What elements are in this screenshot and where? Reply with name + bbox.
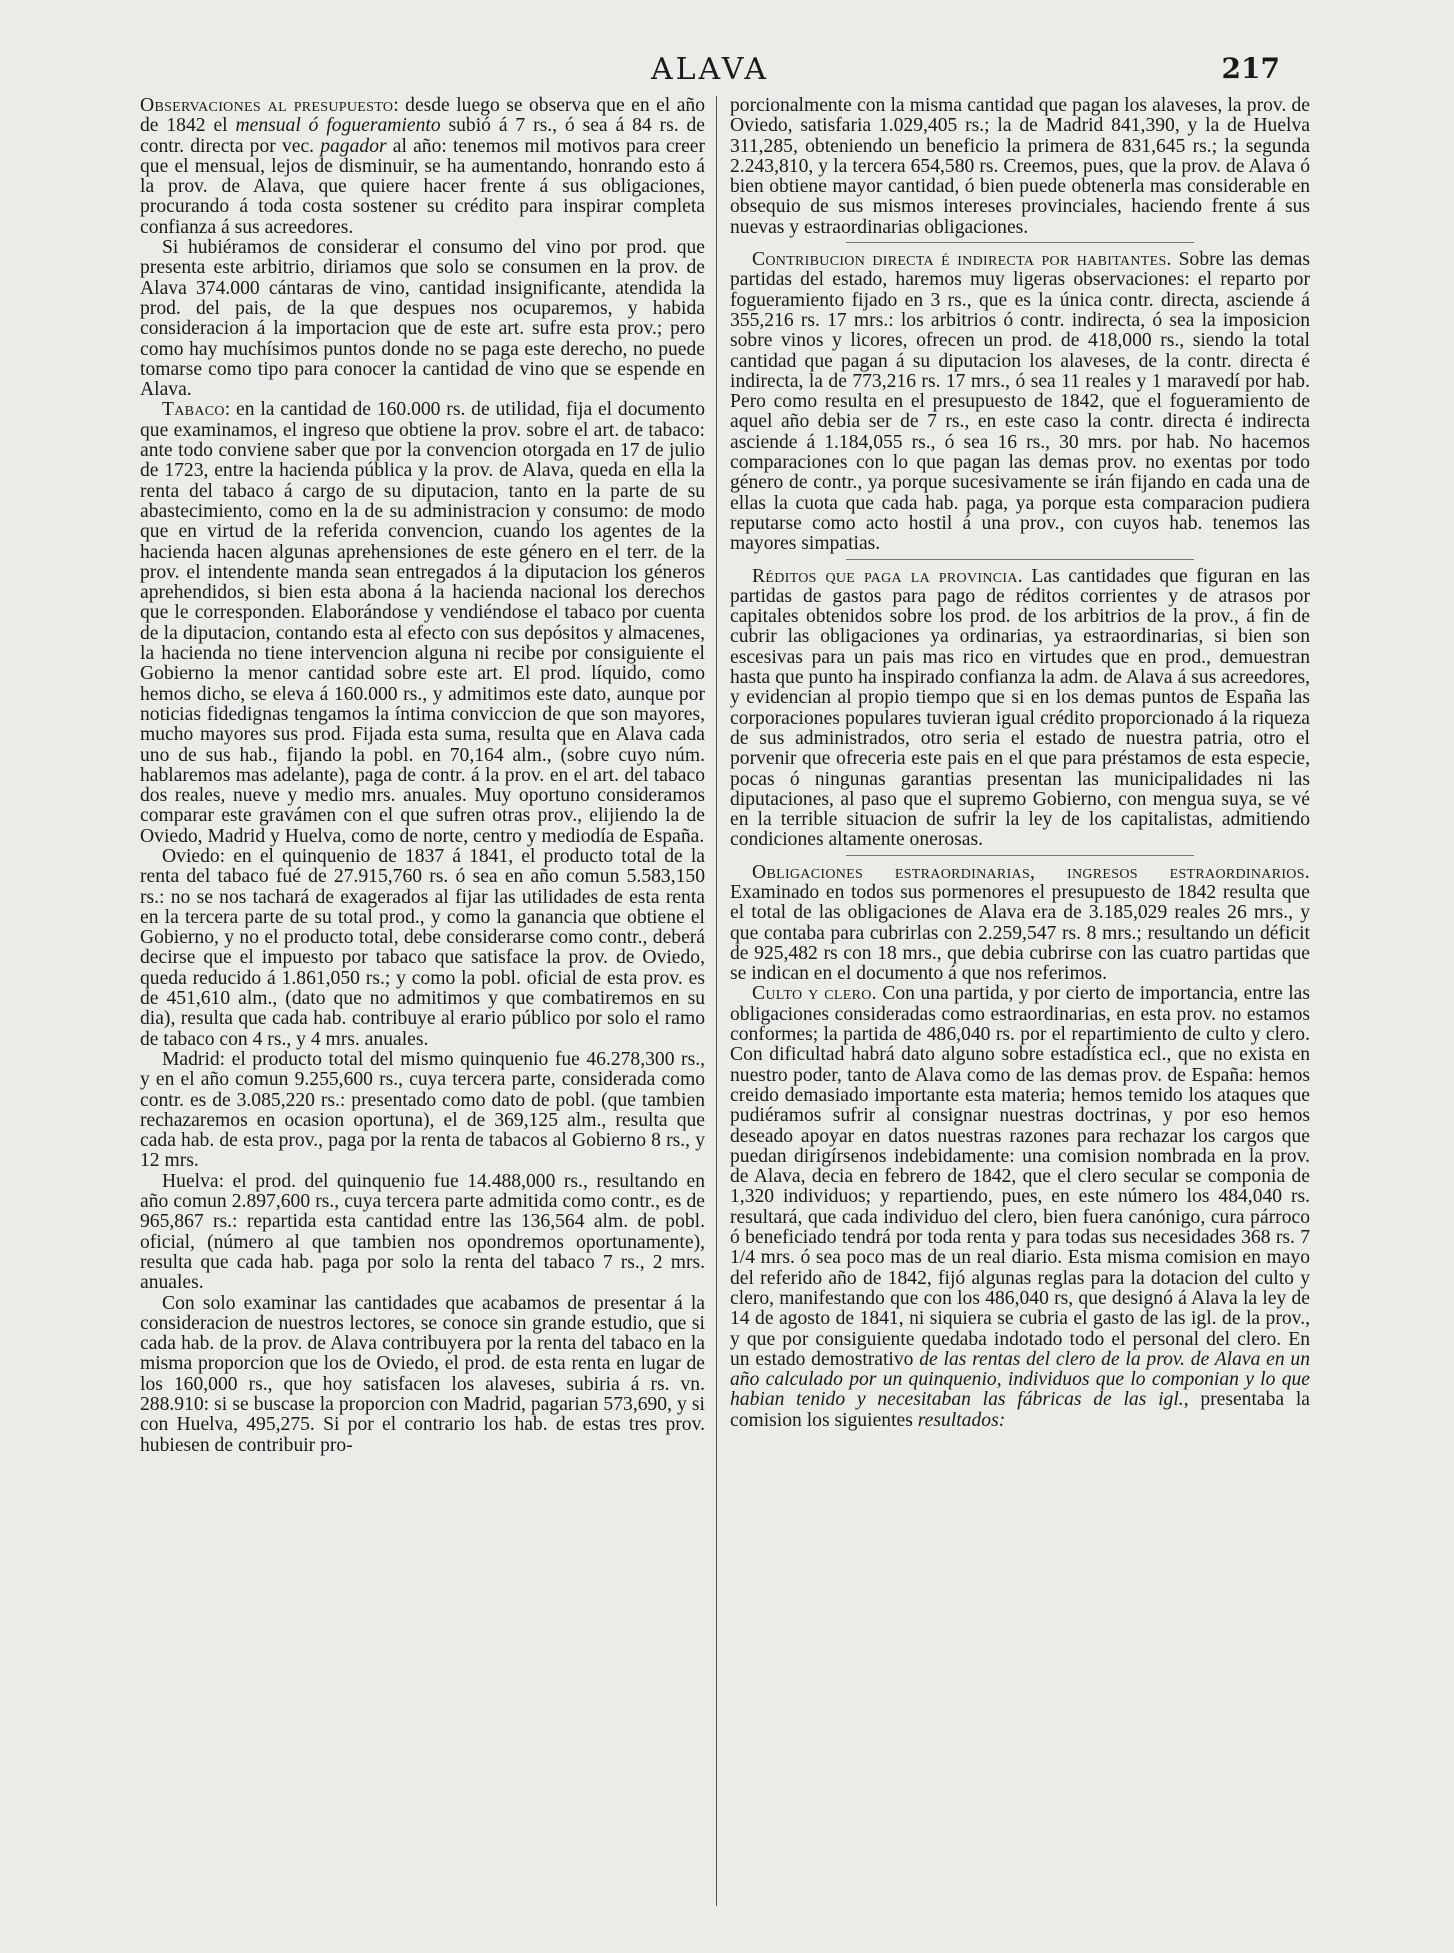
section-heading-reditos: Réditos que paga la provincia. [752,565,1023,587]
column-divider [716,96,717,1906]
page-number: 217 [1221,52,1280,85]
running-title: ALAVA [650,52,770,87]
paragraph-culto: Culto y clero. Con una partida, y por cierto de importancia, entre las obligaciones consideradas como estraordinarias, en esta prov. no estamos conformes; la partida de 486,040 rs. por el repartimiento de culto y clero. Con dificultad habrá dato alguno sobre estadística ecl., que no exista en nuestro poder, tanto de Alava como de las demas prov. de España: hemos creido demasiado importante esta materia; hemos temido los ataques que pudiéramos sufrir al consignar nuestras doctrinas, y por eso hemos deseado apoyar en datos nuestras razones para rechazar los cargos que puedan dirigírsenos indebidamente: una comision nombrada en la prov. de Alava, decia en febrero de 1842, que el clero secular se componia de 1,320 individuos; y repartiendo, pues, en este número los 484,040 rs. resultará, que cada individuo del clero, bien fuera canónigo, cura párroco ó beneficiado tendrá por toda renta y para todas sus necesidades 368 rs. 7 1/4 mrs. ó sea poco mas de un real diario. Esta misma comision en mayo del referido año de 1842, fijó algunas reglas para la dotacion del culto y clero, manifestando que con los 486,040 rs, que designó á Alava la ley de 14 de agosto de 1841, ni siquiera se cubria el gasto de las igl. de la prov., y que por consiguiente quedaba indotado todo el personal del clero. En un estado demostrativo de las rentas del clero de la prov. de Alava en un año calculado por un quinquenio, individuos que lo componian y lo que habian tenido y necesitaban las fábricas de las igl., presentaba la comision los siguientes resultados: [730,983,1311,1431]
paragraph-contribucion: Contribucion directa é indirecta por habitantes. Sobre las demas partidas del estado, haremos muy ligeras observaciones: el reparto por fogueramiento fijado en 3 rs., que es la única contr. directa, asciende á 355,216 rs. 17 mrs.: los arbitrios ó contr. indirecta, ó sea la imposicion sobre vinos y licores, ofrecen un prod. de 418,000 rs., siendo la total cantidad que pagan á su diputacion los alaveses, de la contr. directa é indirecta, la de 773,216 rs. 17 mrs., ó sea 11 reales y 1 maravedí por hab. Pero como resulta en el presupuesto de 1842, que el fogueramiento de aquel año debia ser de 7 rs., en este caso la contr. directa é indirecta asciende á 1.184,055 rs., ó sea 16 rs., 30 mrs. por hab. No hacemos comparaciones con lo que pagan las demas prov. no exentas por todo género de contr., ya porque sucesivamente se irán fijando en cada una de ellas la cuota que cada hab. paga, ya porque esta comparacion pudiera reputarse como acto hostil á una prov., con cuyos hab. tenemos las mayores simpatias. [730,249,1311,555]
section-rule [846,559,1194,560]
paragraph-tabaco: Tabaco: en la cantidad de 160.000 rs. de utilidad, fija el documento que examinamos, el ingreso que obtiene la prov. sobre el art. de tabaco: ante todo conviene saber que por la convencion otorgada en 17 de julio de 1723, entre la hacienda pública y la prov. de Alava, queda en ella la renta del tabaco á cargo de su diputacion, tanto en la parte de su abastecimiento, como en la de su administracion y consumo: de modo que en virtud de la referida convencion, cuando los agentes de la hacienda hacen algunas aprehensiones de este género en el terr. de la prov. el intendente manda sean entregados á la diputacion los géneros aprehendidos, si bien esta abona á la hacienda nacional los derechos que le corresponden. Elaborándose y vendiéndose el tabaco por cuenta de la diputacion, contando esta al efecto con sus depósitos y almacenes, la hacienda no tiene intervencion alguna ni recibe por consiguiente el Gobierno la menor cantidad sobre este art. El prod. líquido, como hemos dicho, se eleva á 160.000 rs., y admitimos este dato, aunque por noticias fidedignas tengamos la íntima conviccion de que son mayores, mucho mayores sus prod. Fijada esta suma, resulta que en Alava cada uno de sus hab., fijando la pobl. en 70,164 alm., (sobre cuyo núm. hablaremos mas adelante), paga de contr. á la prov. en el art. del tabaco dos reales, nueve y medio mrs. anuales. Muy oportuno consideramos comparar este gravámen con el que sufren otras prov., elijiendo la de Oviedo, Madrid y Huelva, como de norte, centro y mediodía de España. [140,399,705,847]
paragraph-vino: Si hubiéramos de considerar el consumo del vino por prod. que presenta este arbitrio, diriamos que solo se consumen en la prov. de Alava 374.000 cántaras de vino, cantidad insignificante, atendida la prod. del pais, de la que despues nos ocuparemos, y habida consideracion á la importacion que de este art. sufre esta prov.; pero como hay muchísimos puntos donde no se paga este derecho, no puede tomarse como tipo para conocer la cantidad de vino que se espende en Alava. [140,237,705,401]
section-rule [846,855,1194,856]
paragraph-oviedo: Oviedo: en el quinquenio de 1837 á 1841, el producto total de la renta del tabaco fué de 27.915,760 rs. ó sea en año comun 5.583,150 rs.: no se nos tachará de exagerados al fijar las utilidades de esta renta en la tercera parte de su total prod., y como la ganancia que obtiene el Gobierno, y no el producto total, debe considerarse como contr., deberá decirse que el impuesto por tabaco que satisface la prov. de Oviedo, queda reducido á 1.861,050 rs.; y como la pobl. oficial de esta prov. es de 451,610 alm., (dato que no admitimos y que combatiremos en su dia), resulta que cada hab. contribuye al erario público por solo el ramo de tabaco con 4 rs., y 4 mrs. anuales. [140,845,705,1050]
paragraph-continuacion: porcionalmente con la misma cantidad que pagan los alaveses, la prov. de Oviedo, satisfaria 1.029,405 rs.; la de Madrid 841,390, y la de Huelva 311,285, obteniendo un beneficio la primera de 831,645 rs.; la segunda 2.243,810, y la tercera 654,580 rs. Creemos, pues, que la prov. de Alava ó bien obtiene mayor cantidad, ó bien puede obtenerla mas considerable en obsequio de sus mismos intereses provinciales, haciendo frente á sus nuevas y estraordinarias obligaciones. [730,95,1310,238]
section-heading-observaciones: Observaciones al presupuesto [140,95,394,116]
section-heading-contribucion: Contribucion directa é indirecta por habitantes. [752,249,1172,271]
page-header [140,52,1280,92]
right-column [730,96,1310,1431]
paragraph-reditos: Réditos que paga la provincia. Las cantidades que figuran en las partidas de gastos para pago de réditos corrientes y de atrasos por capitales obtenidos sobre los prod. de los arbitrios de la prov., á fin de cubrir las obligaciones ya ordinarias, ya estraordinarias, si bien son escesivas para un pais mas rico en virtudes que en prod., demuestran hasta que punto ha inspirado confianza la adm. de Alava á sus acreedores, y evidencian al propio tiempo que si en los demas puntos de España las corporaciones populares tuvieran igual crédito proporcionado á la riqueza de sus administrados, otro seria el estado de nuestra patria, otro el porvenir que ofreceria este pais en el que para préstamos de esta especie, pocas ó ningunas garantias presentan las municipalidades ni las diputaciones, al paso que el supremo Gobierno, con mengua suya, se vé en la terrible situacion de sufrir la ley de los capitalistas, admitiendo condiciones altamente onerosas. [730,565,1310,851]
section-heading-obligaciones: Obligaciones estraordinarias, ingresos estraordinarios. [752,861,1310,883]
section-heading-tabaco: Tabaco [162,399,225,421]
section-heading-culto: Culto y clero. [752,983,877,1005]
section-rule [846,242,1194,243]
paragraph-comparacion: Con solo examinar las cantidades que acabamos de presentar á la consideracion de nuestros lectores, se conoce sin grande estudio, que si cada hab. de la prov. de Alava contribuyera por la renta del tabaco en la misma proporcion que los de Oviedo, el prod. de esta renta en lugar de los 160,000 rs., que hoy satisfacen los alaveses, subiria á rs. vn. 288.910: si se buscase la proporcion con Madrid, pagarian 573,690, y si con Huelva, 495,275. Si por el contrario los hab. de estas tres prov. hubiesen de contribuir pro- [140,1292,705,1456]
paragraph-madrid: Madrid: el producto total del mismo quinquenio fue 46.278,300 rs., y en el año comun 9.255,600 rs., cuya tercera parte, considerada como contr. es de 3.085,220 rs.: presentado como dato de pobl. (que tambien rechazaremos en ocasion oportuna), el de 369,125 alm., resulta que cada hab. de esta prov., paga por la renta de tabacos al Gobierno 8 rs., y 12 mrs. [140,1048,705,1172]
paragraph-observaciones: Observaciones al presupuesto: desde luego se observa que en el año de 1842 el mensual ó fogueramiento subió á 7 rs., ó sea á 84 rs. de contr. directa por vec. pagador al año: tenemos mil motivos para creer que el mensual, lejos de disminuir, se ha aumentando, honrando esto á la prov. de Alava, que quiere hacer frente á sus obligaciones, procurando á toda costa sostener su crédito para inspirar completa confianza á sus acreedores. [140,95,706,238]
paragraph-huelva: Huelva: el prod. del quinquenio fue 14.488,000 rs., resultando en año comun 2.897,600 rs., cuya tercera parte admitida como contr., es de 965,867 rs.: repartida esta cantidad entre las 136,564 alm. de pobl. oficial, (número al que tambien nos opondremos oportunamente), resulta que cada hab. paga por solo la renta del tabaco 7 rs., 2 mrs. anuales. [140,1170,705,1294]
paragraph-obligaciones: Obligaciones estraordinarias, ingresos estraordinarios. Examinado en todos sus pormenores el presupuesto de 1842 resulta que el total de las obligaciones de Alava era de 3.185,029 reales 26 mrs., y que contaba para cubrirlas con 2.259,547 rs. 8 mrs.; resultando un déficit de 925,482 rs con 18 mrs., que debia cubrirse con las cuatro partidas que se indican en el documento á que nos referimos. [730,861,1310,985]
left-column [140,96,705,1456]
